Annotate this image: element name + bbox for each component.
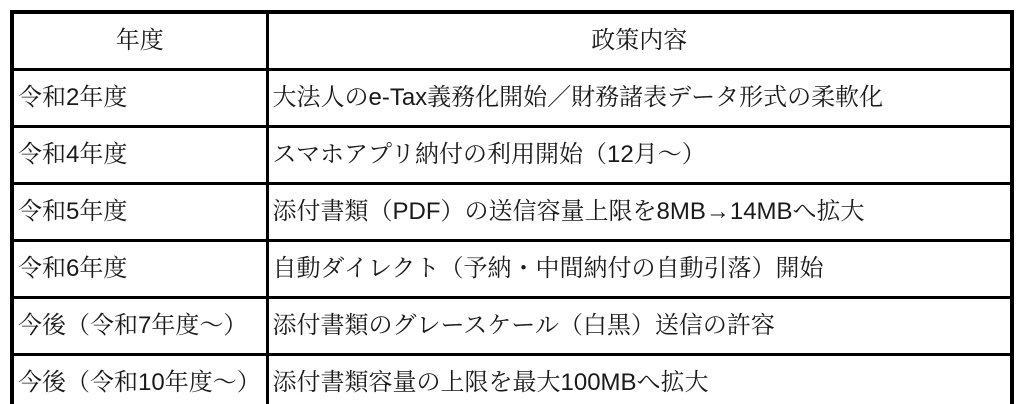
table-row xyxy=(12,298,1012,355)
policy-cell: 添付書類のグレースケール（白黒）送信の許容 xyxy=(267,298,1012,355)
year-cell: 令和2年度 xyxy=(12,70,267,127)
header-row xyxy=(12,12,1012,70)
year-cell: 令和6年度 xyxy=(12,241,267,298)
year-cell: 令和4年度 xyxy=(12,127,267,184)
table-row xyxy=(12,355,1012,404)
policy-cell: 添付書類（PDF）の送信容量上限を8MB→14MBへ拡大 xyxy=(267,184,1012,241)
header-year: 年度 xyxy=(12,12,267,70)
policy-cell: 自動ダイレクト（予納・中間納付の自動引落）開始 xyxy=(267,241,1012,298)
policy-table xyxy=(10,10,1014,404)
year-cell: 今後（令和7年度〜） xyxy=(12,298,267,355)
policy-cell: スマホアプリ納付の利用開始（12月〜） xyxy=(267,127,1012,184)
year-cell: 今後（令和10年度〜） xyxy=(12,355,267,404)
policy-cell: 添付書類容量の上限を最大100MBへ拡大 xyxy=(267,355,1012,404)
year-cell: 令和5年度 xyxy=(12,184,267,241)
table-row xyxy=(12,241,1012,298)
table-row xyxy=(12,184,1012,241)
table-row xyxy=(12,127,1012,184)
policy-cell: 大法人のe-Tax義務化開始／財務諸表データ形式の柔軟化 xyxy=(267,70,1012,127)
header-policy: 政策内容 xyxy=(267,12,1012,70)
table-row xyxy=(12,70,1012,127)
